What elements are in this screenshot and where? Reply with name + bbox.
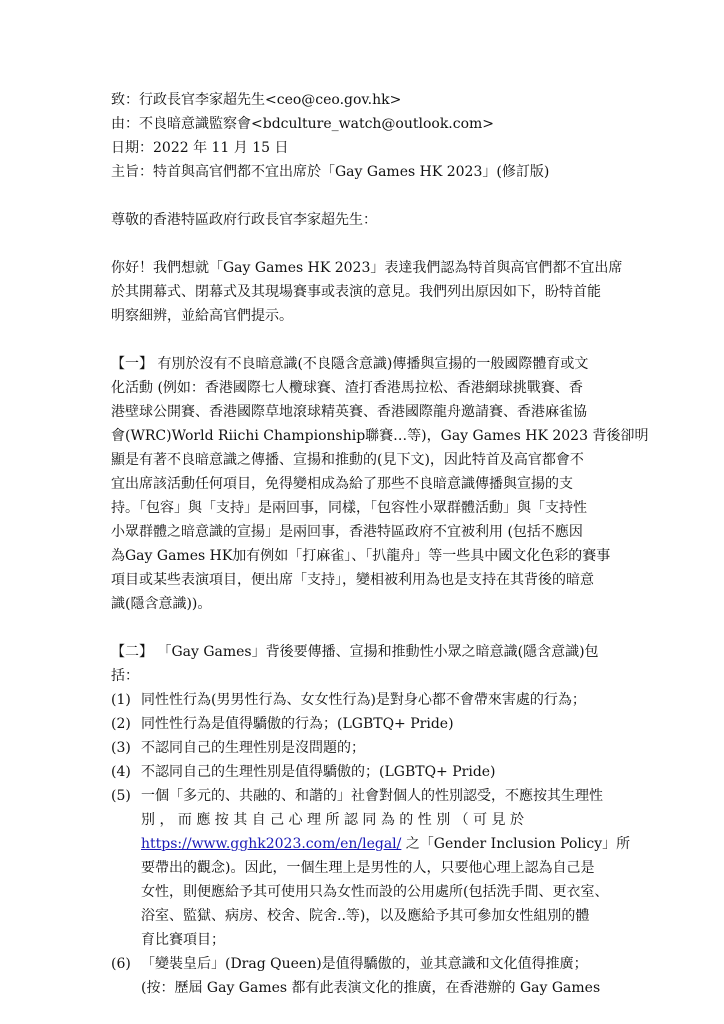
intro-line: 你好！我們想就「Gay Games HK 2023」表達我們認為特首與高官們都不宜出席 bbox=[111, 260, 623, 276]
item-text: 不認同自己的生理性別是沒問題的； bbox=[141, 740, 365, 756]
item-text: (按：歷屆 Gay Games 都有此表演文化的推廣，在香港辦的 Gay Games bbox=[141, 980, 601, 996]
from-line: 由：不良暗意識監察會<bdculture_watch@outlook.com> bbox=[111, 116, 495, 132]
date-line: 日期：2022 年 11 月 15 日 bbox=[111, 140, 289, 156]
list-item bbox=[111, 688, 619, 712]
list-item bbox=[111, 760, 619, 784]
item-number: (4) bbox=[111, 764, 131, 780]
item-text: 女性，則便應給予其可使用只為女性而設的公用處所(包括洗手間、更衣室、 bbox=[141, 884, 609, 900]
section-one bbox=[111, 352, 649, 616]
item-text: 同性性行為是值得驕傲的行為；(LGBTQ+ Pride) bbox=[141, 716, 454, 732]
item-number: (1) bbox=[111, 692, 131, 708]
section-one-line: 持。「包容」與「支持」是兩回事，同樣，「包容性小眾群體活動」與「支持性 bbox=[111, 500, 587, 516]
intro-line: 於其開幕式、閉幕式及其現場賽事或表演的意見。我們列出原因如下，盼特首能 bbox=[111, 284, 601, 300]
section-one-line: 為Gay Games HK加有例如「打麻雀」、「扒龍舟」等一些具中國文化色彩的賽事 bbox=[111, 548, 611, 564]
item-text bbox=[111, 832, 631, 856]
section-two bbox=[111, 640, 631, 1000]
section-one-line: 會(WRC)World Riichi Championship聯賽…等)，Gay Games HK 2023 背後卻明 bbox=[111, 428, 649, 444]
item-number: (5) bbox=[111, 788, 131, 804]
item-text: 一個「多元的、共融的、和諧的」社會對個人的性別認受，不應按其生理性 bbox=[141, 788, 603, 804]
section-one-line: 識(隱含意識))。 bbox=[111, 596, 212, 612]
section-one-line: 【一】 有別於沒有不良暗意識(不良隱含意識)傳播與宣揚的一般國際體育或文 bbox=[111, 356, 589, 372]
section-two-heading: 括： bbox=[111, 668, 139, 684]
item-text: 浴室、監獄、病房、校舍、院舍..等)，以及應給予其可參加女性組別的體 bbox=[141, 908, 590, 924]
letter-body bbox=[111, 88, 649, 1000]
item-number: (2) bbox=[111, 716, 131, 732]
to-line: 致：行政長官李家超先生<ceo@ceo.gov.hk> bbox=[111, 92, 402, 108]
section-two-heading: 【二】 「Gay Games」背後要傳播、宣揚和推動性小眾之暗意識(隱含意識)包 bbox=[111, 644, 599, 660]
subject-line: 主旨：特首與高官們都不宜出席於「Gay Games HK 2023」(修訂版) bbox=[111, 164, 550, 180]
item-text: 別 ， 而 應 按 其 自 己 心 理 所 認 同 為 的 性 別 （ 可 見 於 bbox=[141, 812, 525, 828]
item-number: (3) bbox=[111, 740, 131, 756]
item-text: 同性性行為(男男性行為、女女性行為)是對身心都不會帶來害處的行為； bbox=[141, 692, 586, 708]
list-item bbox=[111, 784, 631, 952]
intro-paragraph bbox=[111, 256, 623, 328]
item-text: 要帶出的觀念)。因此，一個生理上是男性的人，只要他心理上認為自己是 bbox=[141, 860, 595, 876]
list-item bbox=[111, 736, 619, 760]
policy-link[interactable]: https://www.gghk2023.com/en/legal/ bbox=[141, 836, 402, 852]
section-one-line: 港壁球公開賽、香港國際草地滾球精英賽、香港國際龍舟邀請賽、香港麻雀協 bbox=[111, 404, 587, 420]
section-one-line: 小眾群體之暗意識的宣揚」是兩回事，香港特區政府不宜被利用 (包括不應因 bbox=[111, 524, 583, 540]
item-number: (6) bbox=[111, 956, 131, 972]
item-text: 「變裝皇后」(Drag Queen)是值得驕傲的，並其意識和文化值得推廣； bbox=[141, 956, 588, 972]
list-item bbox=[111, 712, 619, 736]
item-text: 育比賽項目； bbox=[141, 932, 225, 948]
section-one-line: 宜出席該活動任何項目，免得變相成為給了那些不良暗意識傳播與宣揚的支 bbox=[111, 476, 573, 492]
list-item bbox=[111, 952, 619, 1000]
section-one-line: 顯是有著不良暗意識之傳播、宣揚和推動的(見下文)，因此特首及高官都會不 bbox=[111, 452, 584, 468]
intro-line: 明察細辨，並給高官們提示。 bbox=[111, 308, 293, 324]
item-text: 不認同自己的生理性別是值得驕傲的；(LGBTQ+ Pride) bbox=[141, 764, 496, 780]
item-text: 之「Gender Inclusion Policy」所 bbox=[401, 836, 631, 852]
section-one-line: 項目或某些表演項目，便出席「支持」，變相被利用為也是支持在其背後的暗意 bbox=[111, 572, 594, 588]
salutation: 尊敬的香港特區政府行政長官李家超先生： bbox=[111, 212, 377, 228]
section-one-line: 化活動 (例如：香港國際七人欖球賽、渣打香港馬拉松、香港網球挑戰賽、香 bbox=[111, 380, 583, 396]
